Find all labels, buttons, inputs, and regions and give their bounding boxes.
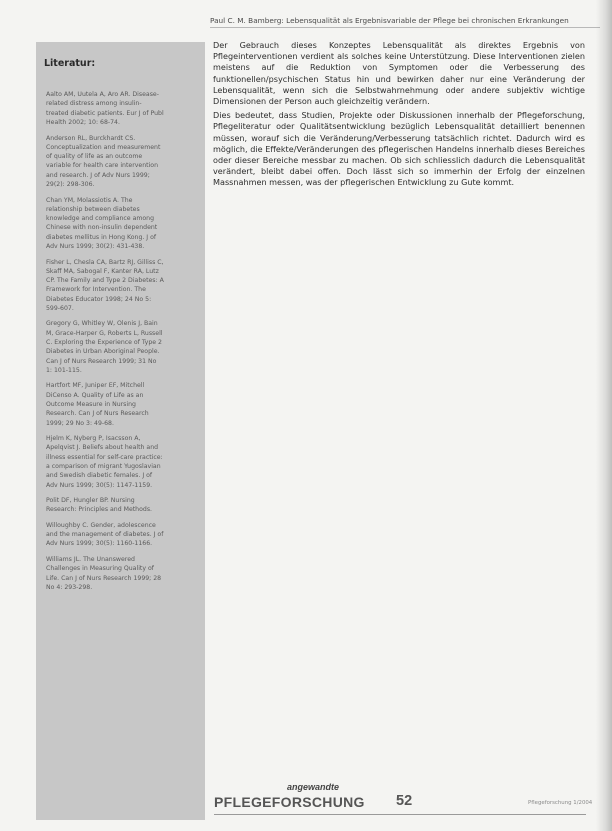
reference-list [46,84,164,594]
reference-item: Polit DF, Hungler BP. Nursing Research: Principles and Methods. [46,497,153,514]
journal-brand-subtitle: angewandte [287,782,340,792]
reference-item: Anderson RL, Burckhardt CS. Conceptualization and measurement of quality of life as an outcome variable for health care intervention and research. J of Adv Nurs 1999; 29(2): 298-306. [46,134,161,189]
literature-heading: Literatur: [44,58,96,69]
footer-rule [214,814,586,815]
reference-item: Aalto AM, Uutela A, Aro AR. Disease-related distress among insulin-treated diabetic patients. Eur J of Publ Health 2002; 10: 68-74. [46,91,164,127]
body-text [213,40,585,192]
reference-item: Williams JL. The Unanswered Challenges in Measuring Quality of Life. Can J of Nurs Research 1999; 28 No 4: 293-298. [46,555,162,591]
literature-sidebar [36,42,205,820]
running-header: Paul C. M. Bamberg: Lebensqualität als Ergebnisvariable der Pflege bei chronischen Erkrankungen [210,14,600,28]
page-number: 52 [396,793,413,809]
body-paragraph: Der Gebrauch dieses Konzeptes Lebensqualität als direktes Ergebnis von Pflegeinterventionen verdient als solches keine Unterstützung. Diese Interventionen zielen meistens auf die Reduktion von Symptomen oder die Verbesserung des funktionellen/psychischen Status hin und bewirken daher nur eine Veränderung der Lebensqualität, wenn sich die Selbstwahrnehmung oder andere subjektiv wichtige Dimensionen der Person auch gleichzeitig verändern. [213,40,585,107]
journal-brand-title: PFLEGEFORSCHUNG [214,794,365,810]
reference-item: Hartfort MF, Juniper EF, Mitchell DiCenso A. Quality of Life as an Outcome Measure in Nursing Research. Can J of Nurs Research 1999; 29 No 3: 49-68. [46,382,149,427]
body-paragraph: Dies bedeutet, dass Studien, Projekte oder Diskussionen innerhalb der Pflegeforschung, Pflegeliteratur oder Qualitätsentwicklung bezüglich Lebensqualität detailliert benennen müssen, worauf sich die Veränderung/Verbesserung tatsächlich richtet. Dadurch wird es möglich, die Effekte/Veränderungen des pflegerischen Handelns innerhalb dieses Bereiches oder dieser Bereiche messbar zu machen. Ob sich schliesslich dadurch die Lebensqualität verändert, bleibt dabei offen. Doch lässt sich so immerhin der Erfolg der einzelnen Massnahmen messen, was der pflegerischen Entwicklung zu Gute kommt. [213,110,585,188]
reference-item: Gregory G, Whitley W, Olenis J, Bain M, Grace-Harper G, Roberts L, Russell C. Exploring the Experience of Type 2 Diabetes in Urban Aboriginal People. Can J of Nurs Research 1999; 31 No 1: 101-115. [46,320,163,374]
reference-item: Fisher L, Chesla CA, Bartz RJ, Gilliss C, Skaff MA, Sabogal F, Kanter RA, Lutz CP. The Family and Type 2 Diabetes: A Framework for Intervention. The Diabetes Educator 1998; 24 No 5: 599-607. [46,258,164,312]
page-footer [0,778,612,818]
reference-item: Hjelm K, Nyberg P, Isacsson A, Apelqvist J. Beliefs about health and illness essential for self-care practice: a comparison of migrant Yugoslavian and Swedish diabetic females. J of Adv Nurs 1999; 30(5): 1147-1159. [46,435,163,489]
reference-item: Willoughby C. Gender, adolescence and the management of diabetes. J of Adv Nurs 1999; 30(5): 1160-1166. [46,521,164,548]
footer-issue-note: Pflegeforschung 1/2004 [528,800,593,806]
page-edge-shadow [596,0,612,831]
reference-item: Chan YM, Molassiotis A. The relationship between diabetes knowledge and compliance among Chinese with non-insulin dependent diabetes mellitus in Hong Kong. J of Adv Nurs 1999; 30(2): 431-438. [46,196,158,251]
